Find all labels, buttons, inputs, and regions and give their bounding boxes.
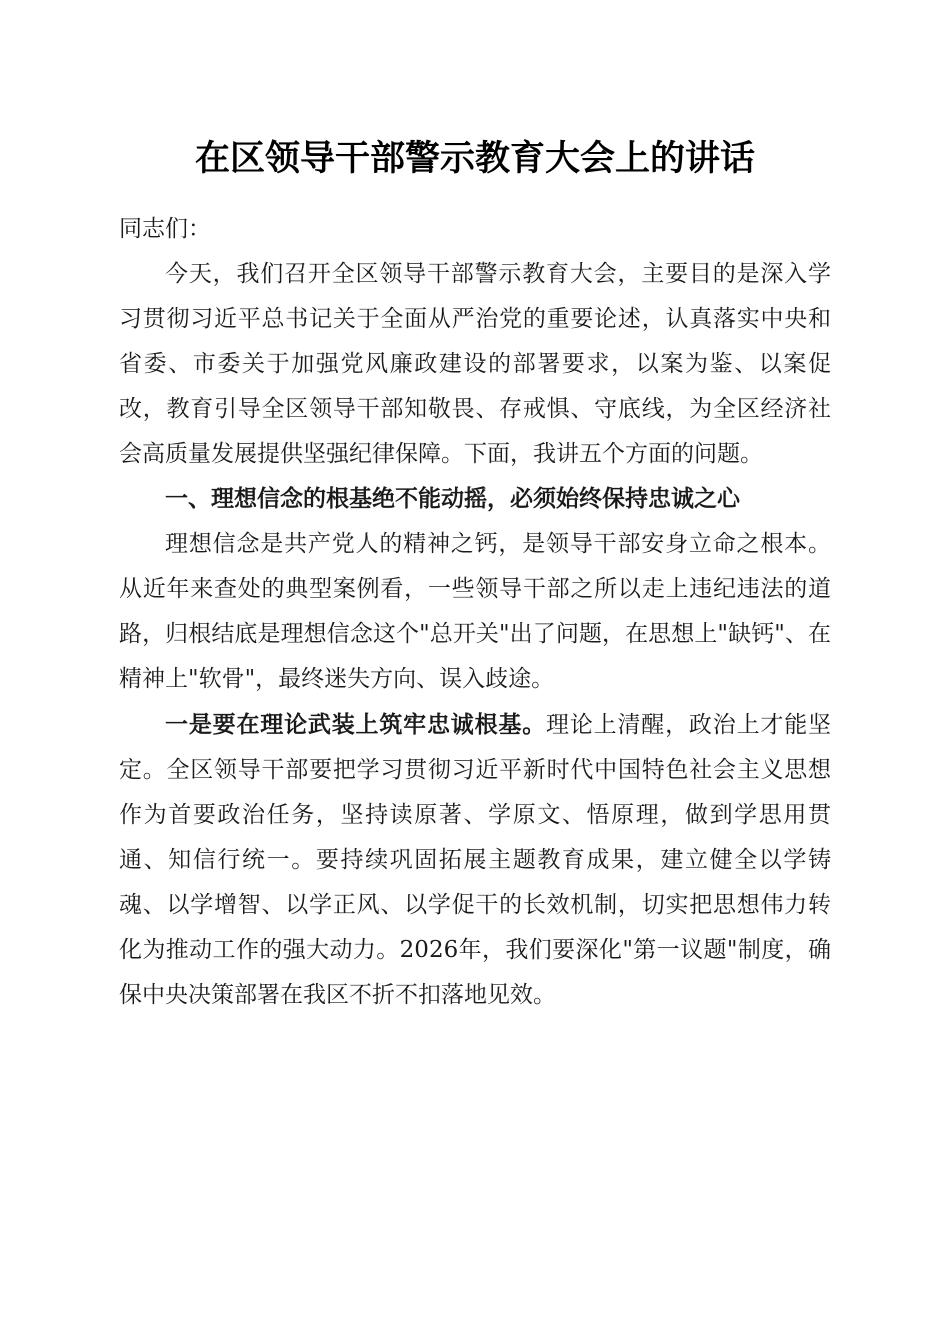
section-paragraph: 理想信念是共产党人的精神之钙，是领导干部安身立命之根本。从近年来查处的典型案例看，一些领导干部之所以走上违纪违法的道路，归根结底是理想信念这个"总开关"出了问题，在思想上"缺钙"、在精神上"软骨"，最终迷失方向、误入歧途。 — [119, 531, 831, 692]
point-lead: 一是要在理论武装上筑牢忠诚根基。 — [165, 711, 547, 738]
point-text: 理论上清醒，政治上才能坚定。全区领导干部要把学习贯彻习近平新时代中国特色社会主义思想作为首要政治任务，坚持读原著、学原文、悟原理，做到学思用贯通、知信行统一。要持续巩固拓展主题教育成果，建立健全以学铸魂、以学增智、以学正风、以学促干的长效机制，切实把思想伟力转化为推动工作的强大动力。2026年，我们要深化"第一议题"制度，确保中央决策部署在我区不折不扣落地见效。 — [119, 712, 832, 1008]
point-paragraph — [119, 702, 831, 1018]
salutation: 同志们： — [119, 216, 211, 242]
document-body — [119, 207, 831, 1018]
section-heading: 一、理想信念的根基绝不能动摇，必须始终保持忠诚之心 — [165, 486, 740, 512]
document-title: 在区领导干部警示教育大会上的讲话 — [194, 138, 755, 179]
intro-paragraph: 今天，我们召开全区领导干部警示教育大会，主要目的是深入学习贯彻习近平总书记关于全面从严治党的重要论述，认真落实中央和省委、市委关于加强党风廉政建设的部署要求，以案为鉴、以案促改，教育引导全区领导干部知敬畏、存戒惧、守底线，为全区经济社会高质量发展提供坚强纪律保障。下面，我讲五个方面的问题。 — [119, 261, 831, 467]
